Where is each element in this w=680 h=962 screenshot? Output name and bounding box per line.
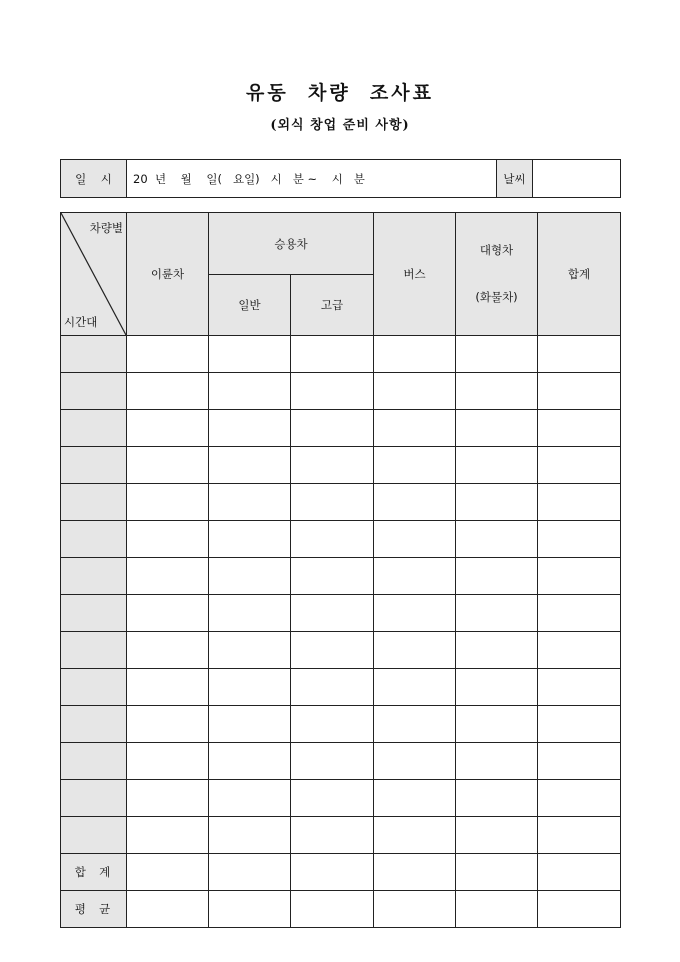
average-label: 평 균 bbox=[61, 891, 127, 928]
time-slot-cell[interactable] bbox=[61, 669, 127, 706]
cell[interactable] bbox=[127, 447, 209, 484]
cell[interactable] bbox=[538, 632, 621, 669]
cell[interactable] bbox=[374, 632, 456, 669]
table-row bbox=[61, 632, 621, 669]
col-large-vehicle-line2: (화물차) bbox=[475, 290, 518, 304]
time-slot-cell[interactable] bbox=[61, 706, 127, 743]
cell[interactable] bbox=[127, 669, 209, 706]
table-row bbox=[61, 558, 621, 595]
cell[interactable] bbox=[456, 447, 538, 484]
cell[interactable] bbox=[127, 817, 209, 854]
cell[interactable] bbox=[209, 669, 291, 706]
cell[interactable] bbox=[456, 891, 538, 928]
cell[interactable] bbox=[456, 410, 538, 447]
table-row bbox=[61, 743, 621, 780]
col-total: 합계 bbox=[538, 213, 621, 336]
cell[interactable] bbox=[291, 891, 374, 928]
time-slot-cell[interactable] bbox=[61, 595, 127, 632]
cell[interactable] bbox=[374, 447, 456, 484]
table-row bbox=[61, 336, 621, 373]
cell[interactable] bbox=[291, 854, 374, 891]
cell[interactable] bbox=[209, 706, 291, 743]
cell[interactable] bbox=[538, 669, 621, 706]
cell[interactable] bbox=[127, 521, 209, 558]
cell[interactable] bbox=[538, 706, 621, 743]
cell[interactable] bbox=[538, 521, 621, 558]
time-slot-cell[interactable] bbox=[61, 743, 127, 780]
cell[interactable] bbox=[127, 336, 209, 373]
cell[interactable] bbox=[291, 410, 374, 447]
weather-field[interactable] bbox=[533, 160, 621, 198]
cell[interactable] bbox=[538, 410, 621, 447]
cell[interactable] bbox=[456, 632, 538, 669]
cell[interactable] bbox=[456, 558, 538, 595]
col-bus: 버스 bbox=[374, 213, 456, 336]
time-slot-cell[interactable] bbox=[61, 410, 127, 447]
cell[interactable] bbox=[291, 706, 374, 743]
cell[interactable] bbox=[291, 447, 374, 484]
cell[interactable] bbox=[209, 595, 291, 632]
cell[interactable] bbox=[209, 854, 291, 891]
time-slot-cell[interactable] bbox=[61, 373, 127, 410]
cell[interactable] bbox=[374, 891, 456, 928]
cell[interactable] bbox=[456, 484, 538, 521]
col-large-vehicle bbox=[456, 213, 538, 336]
cell[interactable] bbox=[538, 817, 621, 854]
cell[interactable] bbox=[127, 484, 209, 521]
cell[interactable] bbox=[209, 780, 291, 817]
cell[interactable] bbox=[456, 336, 538, 373]
document-title: 유동 차량 조사표 bbox=[246, 82, 434, 104]
cell[interactable] bbox=[209, 484, 291, 521]
table-row bbox=[61, 669, 621, 706]
cell[interactable] bbox=[291, 743, 374, 780]
cell[interactable] bbox=[127, 595, 209, 632]
cell[interactable] bbox=[127, 854, 209, 891]
time-slot-cell[interactable] bbox=[61, 521, 127, 558]
cell[interactable] bbox=[127, 632, 209, 669]
cell[interactable] bbox=[538, 595, 621, 632]
table-row bbox=[61, 780, 621, 817]
cell[interactable] bbox=[456, 817, 538, 854]
time-slot-cell[interactable] bbox=[61, 484, 127, 521]
time-slot-cell[interactable] bbox=[61, 780, 127, 817]
cell[interactable] bbox=[291, 558, 374, 595]
cell[interactable] bbox=[127, 743, 209, 780]
cell[interactable] bbox=[209, 410, 291, 447]
cell[interactable] bbox=[127, 706, 209, 743]
cell[interactable] bbox=[538, 891, 621, 928]
cell[interactable] bbox=[374, 521, 456, 558]
cell[interactable] bbox=[209, 373, 291, 410]
table-row bbox=[61, 373, 621, 410]
cell[interactable] bbox=[374, 558, 456, 595]
cell[interactable] bbox=[209, 891, 291, 928]
corner-label-time: 시간대 bbox=[64, 315, 98, 329]
table-row bbox=[61, 521, 621, 558]
cell[interactable] bbox=[538, 447, 621, 484]
cell[interactable] bbox=[538, 373, 621, 410]
cell[interactable] bbox=[456, 706, 538, 743]
cell[interactable] bbox=[127, 891, 209, 928]
cell[interactable] bbox=[127, 373, 209, 410]
cell[interactable] bbox=[209, 817, 291, 854]
table-row bbox=[61, 817, 621, 854]
cell[interactable] bbox=[538, 854, 621, 891]
sum-label: 합 계 bbox=[61, 854, 127, 891]
col-passenger-general: 일반 bbox=[209, 275, 291, 336]
datetime-row bbox=[60, 159, 621, 198]
col-passenger: 승용차 bbox=[209, 213, 374, 275]
cell[interactable] bbox=[209, 743, 291, 780]
cell[interactable] bbox=[291, 632, 374, 669]
cell[interactable] bbox=[538, 484, 621, 521]
cell[interactable] bbox=[538, 780, 621, 817]
table-row bbox=[61, 706, 621, 743]
cell[interactable] bbox=[456, 780, 538, 817]
document-subtitle: (외식 창업 준비 사항) bbox=[270, 118, 410, 133]
col-passenger-premium: 고급 bbox=[291, 275, 374, 336]
traffic-survey-table bbox=[60, 212, 621, 928]
time-slot-cell[interactable] bbox=[61, 632, 127, 669]
cell[interactable] bbox=[374, 484, 456, 521]
cell[interactable] bbox=[209, 336, 291, 373]
sum-row bbox=[61, 854, 621, 891]
cell[interactable] bbox=[291, 780, 374, 817]
cell[interactable] bbox=[456, 743, 538, 780]
datetime-label: 일 시 bbox=[61, 160, 127, 198]
cell[interactable] bbox=[291, 373, 374, 410]
cell[interactable] bbox=[538, 743, 621, 780]
cell[interactable] bbox=[538, 336, 621, 373]
cell[interactable] bbox=[209, 521, 291, 558]
cell[interactable] bbox=[209, 632, 291, 669]
cell[interactable] bbox=[374, 706, 456, 743]
cell[interactable] bbox=[456, 595, 538, 632]
cell[interactable] bbox=[374, 595, 456, 632]
cell[interactable] bbox=[374, 743, 456, 780]
corner-header bbox=[61, 213, 127, 336]
weather-label: 날씨 bbox=[497, 160, 533, 198]
corner-label-vehicle: 차량별 bbox=[89, 221, 123, 235]
cell[interactable] bbox=[291, 817, 374, 854]
cell[interactable] bbox=[127, 558, 209, 595]
cell[interactable] bbox=[127, 780, 209, 817]
time-slot-cell[interactable] bbox=[61, 558, 127, 595]
cell[interactable] bbox=[291, 669, 374, 706]
table-row bbox=[61, 447, 621, 484]
cell[interactable] bbox=[374, 336, 456, 373]
average-row bbox=[61, 891, 621, 928]
time-slot-cell[interactable] bbox=[61, 817, 127, 854]
cell[interactable] bbox=[209, 558, 291, 595]
cell[interactable] bbox=[127, 410, 209, 447]
cell[interactable] bbox=[374, 669, 456, 706]
table-row bbox=[61, 595, 621, 632]
cell[interactable] bbox=[374, 373, 456, 410]
col-two-wheeler: 이륜차 bbox=[127, 213, 209, 336]
cell[interactable] bbox=[456, 854, 538, 891]
cell[interactable] bbox=[374, 854, 456, 891]
table-row bbox=[61, 484, 621, 521]
cell[interactable] bbox=[456, 373, 538, 410]
time-slot-cell[interactable] bbox=[61, 336, 127, 373]
time-slot-cell[interactable] bbox=[61, 447, 127, 484]
cell[interactable] bbox=[291, 595, 374, 632]
cell[interactable] bbox=[456, 521, 538, 558]
cell[interactable] bbox=[291, 521, 374, 558]
cell[interactable] bbox=[374, 817, 456, 854]
col-large-vehicle-line1: 대형차 bbox=[479, 243, 514, 257]
datetime-field[interactable]: 20 년 월 일( 요일) 시 분 ~ 시 분 bbox=[127, 160, 497, 198]
cell[interactable] bbox=[538, 558, 621, 595]
cell[interactable] bbox=[291, 484, 374, 521]
cell[interactable] bbox=[374, 780, 456, 817]
table-row bbox=[61, 410, 621, 447]
cell[interactable] bbox=[209, 447, 291, 484]
cell[interactable] bbox=[456, 669, 538, 706]
cell[interactable] bbox=[291, 336, 374, 373]
cell[interactable] bbox=[374, 410, 456, 447]
